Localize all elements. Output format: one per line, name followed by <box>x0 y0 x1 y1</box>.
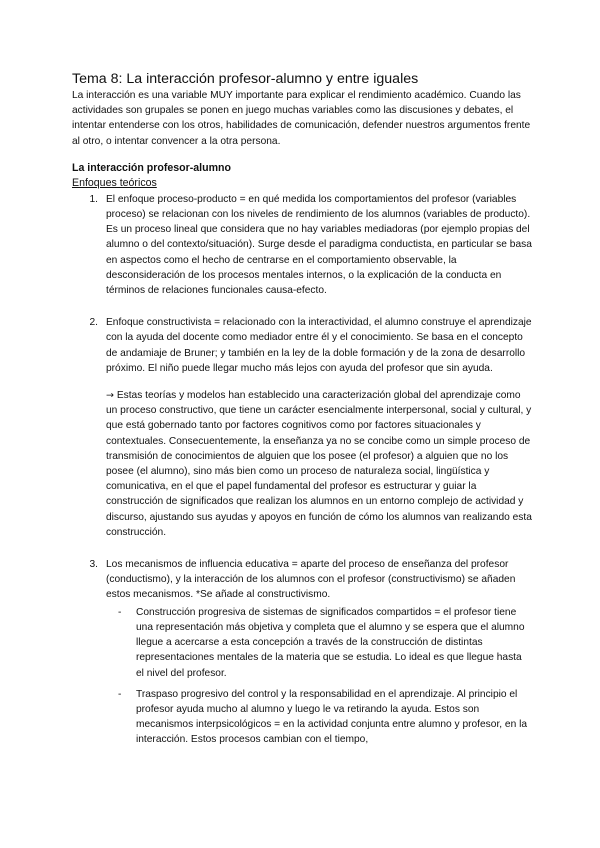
subheading: Enfoques teóricos <box>72 176 157 189</box>
sublist-item-text: Traspaso progresivo del control y la responsabilidad en el aprendizaje. Al principio el profesor ayuda mucho al alumno y luego le va retirando la ayuda. Estos son mecanismos interpsicológicos = en la actividad conjunta entre alumno y profesor, en la interacción. Estos procesos cambian con el tiempo, <box>136 688 528 746</box>
list-item-text: Los mecanismos de influencia educativa = aparte del proceso de enseñanza del profesor (conductismo), y la interacción de los alumnos con el profesor (constructivismo) se añaden estos mecanismos. *Se añade al constructivismo. <box>106 559 516 601</box>
document-body <box>72 70 532 748</box>
note-text: Estas teorías y modelos han establecido una caracterización global del aprendizaje como un proceso constructivo, que tiene un carácter esencialmente interpersonal, social y cultural, y que está gobernado tanto por factores cognitivos como por factores situacionales y contextuales. Consecuentemente, la enseñanza ya no se concibe como un simple proceso de transmisión de conocimientos de alguien que los posee (el profesor) a alguien que no los posee (el alumno), sino más bien como un proceso de naturaleza social, lingüística y comunicativa, en el que el papel fundamental del profesor es estructurar y guiar la construcción de significados que realizan los alumnos en un entorno complejo de actividad y discurso, ajustando sus ayudas y apoyos en función de cómo los alumnos van realizando esta construcción. <box>106 390 532 538</box>
sublist-item <box>106 605 532 681</box>
list-item-content <box>106 557 532 747</box>
list-item <box>72 315 532 540</box>
section-heading: La interacción profesor-alumno <box>72 161 231 174</box>
page-title: Tema 8: La interacción profesor-alumno y entre iguales <box>72 71 419 87</box>
list-item <box>72 192 532 298</box>
bullet-sublist <box>106 605 532 748</box>
dash-bullet: - <box>118 688 122 700</box>
numbered-list <box>72 192 532 748</box>
intro-paragraph: La interacción es una variable MUY importante para explicar el rendimiento académico. Cuando las actividades son grupales se ponen en juego muchas variables como las discusiones y debates, el intentar entenderse con los otros, habilidades de comunicación, defender nuestros argumentos frente al otro, o intentar convencer a la otra persona. <box>72 90 531 147</box>
list-item <box>72 557 532 747</box>
right-arrow-icon: → <box>106 390 114 402</box>
list-item-text: Enfoque constructivista = relacionado con la interactividad, el alumno construye el aprendizaje con la ayuda del docente como mediador entre él y el conocimiento. Se basa en el concepto de andamiaje de Bruner; y también en la ley de la doble formación y de la zona de desarrollo próximo. El niño puede llegar mucho más lejos con ayuda del profesor que sin ayuda. <box>106 317 532 374</box>
list-item-number: 1. <box>89 193 98 205</box>
list-item-text: El enfoque proceso-producto = en qué medida los comportamientos del profesor (variables proceso) se relacionan con los niveles de rendimiento de los alumnos (variables de producto). Es un proceso lineal que considera que no hay variables mediadoras (por ejemplo propias del alumno o del contexto/situación). Surge desde el paradigma conductista, en particular se basa en aspectos como el hecho de centrarse en el comportamiento observable, la desconsideración de los procesos mentales internos, o la explicación de la conducta en términos de relaciones funcionales causa-efecto. <box>106 193 532 297</box>
list-item-number: 3. <box>89 559 98 571</box>
list-item-content <box>106 315 532 540</box>
note-paragraph <box>106 388 532 540</box>
list-item-number: 2. <box>89 317 98 329</box>
sublist-item <box>106 687 532 748</box>
sublist-item-text: Construcción progresiva de sistemas de significados compartidos = el profesor tiene una representación más objetiva y completa que el alumno y se espera que el alumno llegue a acercarse a esta concepción a través de la construcción de distintas representaciones mentales de la materia que se estudia. Lo ideal es que llegue hasta el nivel del profesor. <box>136 606 525 679</box>
dash-bullet: - <box>118 606 122 618</box>
